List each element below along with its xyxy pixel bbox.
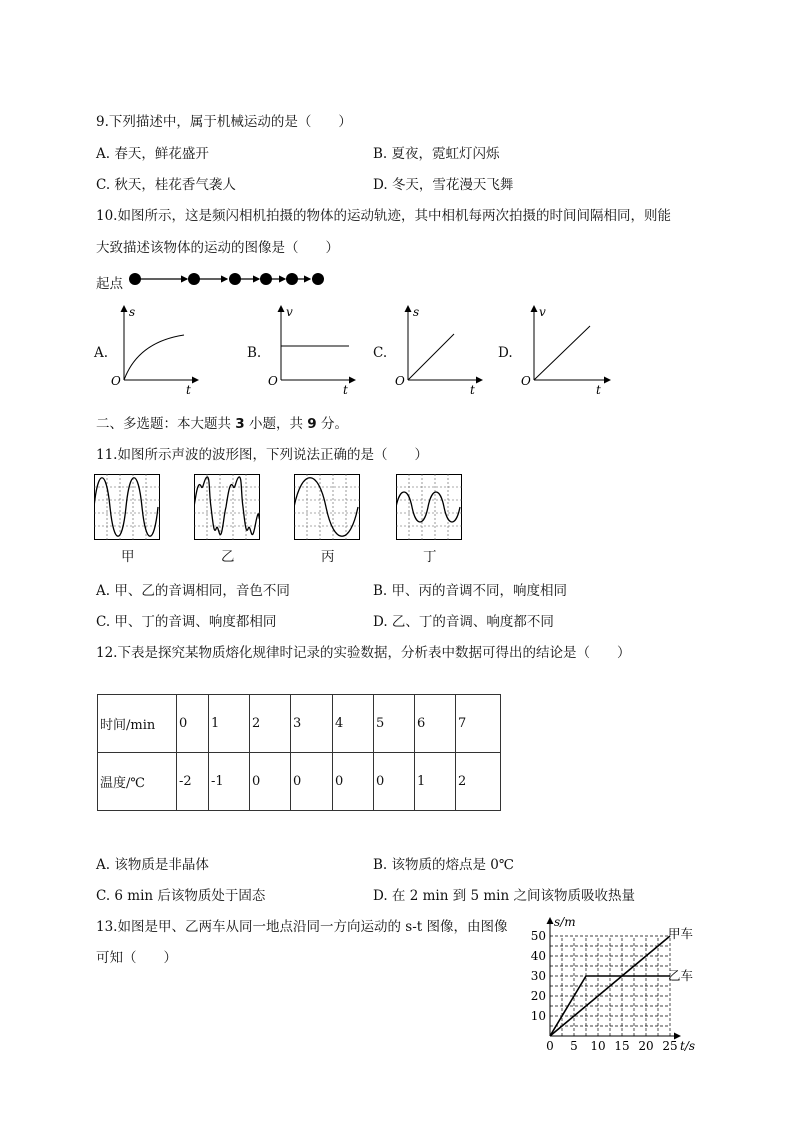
x-axis-label: t/s bbox=[680, 1039, 696, 1053]
start-label: 起点 bbox=[96, 276, 123, 292]
q10-stem-line1: 10.如图所示，这是频闪相机拍摄的物体的运动轨迹，其中相机每两次拍摄的时间间隔相同，则能 bbox=[96, 208, 671, 224]
svg-text:O: O bbox=[521, 374, 531, 388]
q10-graph-b bbox=[265, 302, 365, 397]
q11-stem: 11.如图所示声波的波形图，下列说法正确的是（ ） bbox=[96, 447, 428, 463]
svg-text:O: O bbox=[395, 374, 405, 388]
table-cell: 0 bbox=[250, 753, 291, 811]
strobe-dot bbox=[129, 273, 141, 285]
table-cell: 2 bbox=[250, 695, 291, 753]
table-cell: 时间/min bbox=[98, 695, 177, 753]
table-cell: 0 bbox=[333, 753, 374, 811]
q12-option-b: B. 该物质的熔点是 0℃ bbox=[373, 857, 514, 873]
q9-option-d: D. 冬天，雪花漫天飞舞 bbox=[373, 177, 514, 193]
y-tick-label: 10 bbox=[530, 1009, 546, 1023]
q12-option-d: D. 在 2 min 到 5 min 之间该物质吸收热量 bbox=[373, 888, 635, 904]
section-heading: 二、多选题：本大题共 3 小题，共 9 分。 bbox=[96, 416, 348, 432]
curve bbox=[408, 334, 454, 380]
x-tick-label: 10 bbox=[590, 1039, 606, 1053]
q12-stem: 12.下表是探究某物质熔化规律时记录的实验数据，分析表中数据可得出的结论是（ ） bbox=[96, 645, 631, 661]
svg-text:v: v bbox=[286, 305, 293, 319]
x-tick-label: 5 bbox=[570, 1039, 578, 1053]
melting-data-table bbox=[97, 694, 501, 811]
wave-label-jia: 甲 bbox=[121, 549, 135, 565]
q10-graph-a bbox=[108, 302, 208, 397]
wave-label-ding: 丁 bbox=[423, 549, 437, 565]
q11-option-b: B. 甲、丙的音调不同，响度相同 bbox=[373, 583, 568, 599]
x-tick-label: 0 bbox=[546, 1039, 554, 1053]
waveform-jia bbox=[94, 474, 160, 540]
q10-graph-c bbox=[392, 302, 492, 397]
svg-text:O: O bbox=[111, 374, 121, 388]
series-label-yi: 乙车 bbox=[668, 968, 694, 983]
q11-option-a: A. 甲、乙的音调相同，音色不同 bbox=[96, 583, 290, 599]
q9-option-b: B. 夏夜，霓虹灯闪烁 bbox=[373, 146, 500, 162]
y-tick-label: 30 bbox=[530, 969, 546, 983]
svg-text:t: t bbox=[596, 383, 601, 397]
table-cell: 温度/℃ bbox=[98, 753, 177, 811]
table-row bbox=[98, 695, 501, 753]
x-tick-label: 15 bbox=[614, 1039, 630, 1053]
q12-option-a: A. 该物质是非晶体 bbox=[96, 857, 209, 873]
svg-text:t: t bbox=[343, 383, 348, 397]
svg-text:t: t bbox=[186, 383, 191, 397]
wave-label-yi: 乙 bbox=[221, 549, 235, 565]
table-cell: 1 bbox=[415, 753, 456, 811]
q13-stem-line1: 13.如图是甲、乙两车从同一地点沿同一方向运动的 s-t 图像，由图像 bbox=[96, 919, 508, 935]
x-tick-label: 20 bbox=[638, 1039, 654, 1053]
table-cell: 3 bbox=[291, 695, 333, 753]
table-cell: 0 bbox=[177, 695, 209, 753]
q10-graph-d bbox=[518, 302, 618, 397]
q9-option-a: A. 春天，鲜花盛开 bbox=[96, 146, 209, 162]
strobe-dot bbox=[286, 273, 298, 285]
s-t-chart bbox=[520, 912, 710, 1062]
strobe-dot bbox=[229, 273, 241, 285]
wave-label-bing: 丙 bbox=[321, 549, 335, 565]
q10-option-b-label: B. bbox=[247, 345, 262, 361]
series-label-jia: 甲车 bbox=[668, 926, 694, 941]
q9-option-c: C. 秋天，桂花香气袭人 bbox=[96, 177, 236, 193]
waveform-bing bbox=[294, 474, 360, 540]
table-row bbox=[98, 753, 501, 811]
svg-text:O: O bbox=[268, 374, 278, 388]
curve bbox=[534, 326, 590, 380]
strobe-trajectory bbox=[125, 268, 330, 290]
q10-option-a-label: A. bbox=[94, 345, 109, 361]
q11-option-d: D. 乙、丁的音调、响度都不同 bbox=[373, 614, 554, 630]
svg-text:t: t bbox=[470, 383, 475, 397]
q12-option-c: C. 6 min 后该物质处于固态 bbox=[96, 888, 266, 904]
q9-stem: 9.下列描述中，属于机械运动的是（ ） bbox=[96, 114, 352, 130]
table-cell: 6 bbox=[415, 695, 456, 753]
q10-stem-line2: 大致描述该物体的运动的图像是（ ） bbox=[96, 240, 339, 256]
table-cell: -2 bbox=[177, 753, 209, 811]
q11-option-c: C. 甲、丁的音调、响度都相同 bbox=[96, 614, 277, 630]
y-tick-label: 40 bbox=[530, 949, 546, 963]
table-cell: -1 bbox=[209, 753, 250, 811]
strobe-dot bbox=[260, 273, 272, 285]
q10-option-c-label: C. bbox=[373, 345, 388, 361]
waveform-yi bbox=[194, 474, 260, 540]
strobe-dot bbox=[312, 273, 324, 285]
svg-text:s: s bbox=[413, 305, 420, 319]
table-cell: 5 bbox=[374, 695, 415, 753]
y-axis-label: s/m bbox=[554, 915, 576, 929]
q13-stem-line2: 可知（ ） bbox=[96, 950, 177, 966]
y-tick-label: 20 bbox=[530, 989, 546, 1003]
svg-text:s: s bbox=[129, 305, 136, 319]
table-cell: 2 bbox=[456, 753, 501, 811]
table-cell: 0 bbox=[291, 753, 333, 811]
waveform-ding bbox=[396, 474, 462, 540]
svg-text:v: v bbox=[539, 305, 546, 319]
q10-option-d-label: D. bbox=[498, 345, 513, 361]
x-tick-label: 25 bbox=[662, 1039, 678, 1053]
table-cell: 0 bbox=[374, 753, 415, 811]
curve bbox=[124, 335, 184, 380]
table-cell: 4 bbox=[333, 695, 374, 753]
table-cell: 7 bbox=[456, 695, 501, 753]
y-tick-label: 50 bbox=[530, 929, 546, 943]
table-cell: 1 bbox=[209, 695, 250, 753]
strobe-dot bbox=[188, 273, 200, 285]
